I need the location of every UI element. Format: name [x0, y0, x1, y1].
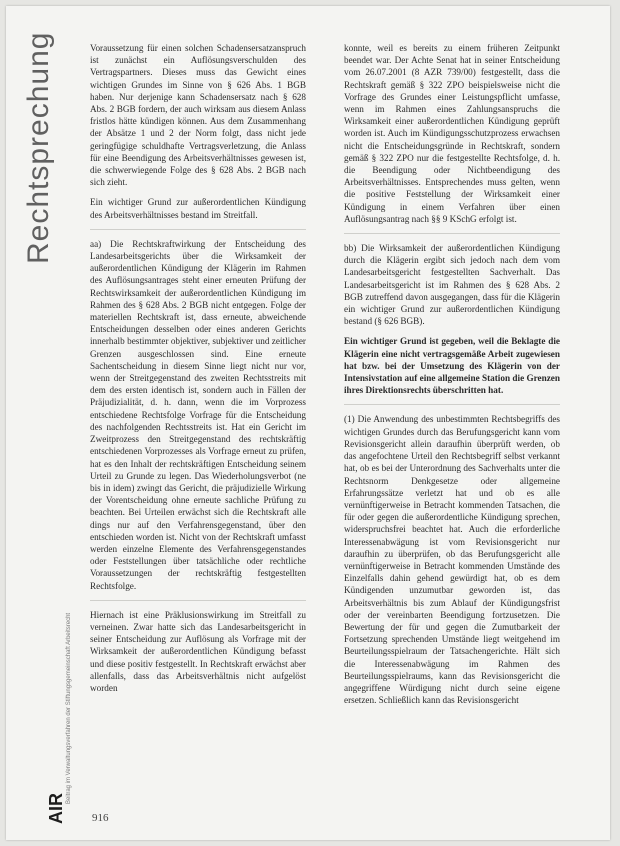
paragraph-l2: Ein wichtiger Grund zur außerordentlichen Kündigung des Arbeitsverhältnisses bestand im Streitfall. [90, 197, 306, 220]
page-number: 916 [92, 812, 109, 824]
running-text-label: Beitrag im Verwaltungsverfahren der Stiftungsgemeinschaft Arbeitsrecht [66, 612, 72, 804]
section-title [14, 31, 74, 266]
paragraph-divider [344, 233, 560, 234]
journal-logo: AIR [46, 793, 66, 824]
paragraph-r4: (1) Die Anwendung des unbestimmten Rechtsbegriffs des wichtigen Grundes durch das Berufungsgericht kann vom Revisionsgericht allein daraufhin überprüft werden, ob das angefochtene Urteil den Rechtsbegriff selbst verkannt hat, ob es bei der Unterordnung des Sachverhalts unter die Rechtsnorm Denkgesetze oder allgemeine Erfahrungssätze verletzt hat und ob es alle vernünftigerweise in Betracht kommenden Tatsachen, die für oder gegen die außerordentliche Kündigung sprechen, widerspruchsfrei beachtet hat. Auch die erforderliche Interessenabwägung ist vom Revisionsgericht nur daraufhin zu überprüfen, ob das Berufungsgericht alle vernünftigerweise in Betracht kommenden Umstände des Einzelfalls dahin gehend gewürdigt hat, ob es dem Kündigenden unzumutbar geworden ist, das Arbeitsverhältnis bis zum Ablauf der Kündigungsfrist oder der vereinbarten Beendigung fortzusetzen. Die Bewertung der für und gegen die Zumutbarkeit der Fortsetzung sprechenden Umstände liegt weitgehend im Beurteilungsspielraum der Tatsachengerichte. Hält sich die Interessenabwägung im Rahmen des Beurteilungsspielraums, kann das Revisionsgericht die angegriffene Würdigung nicht durch seine eigene ersetzen. Schließlich kann das Revisionsgericht [344, 414, 560, 706]
document-page [6, 6, 610, 840]
paragraph-r3: Ein wichtiger Grund ist gegeben, weil die Beklagte die Klägerin eine nicht vertragsgemäße Arbeit zugewiesen hat bzw. bei der Umsetzung des Klägerin von der Intensivstation auf eine allgemeine Station die Grenzen ihres Direktionsrechts überschritten hat. [344, 336, 560, 396]
paragraph-divider [90, 600, 306, 601]
left-column [90, 42, 306, 702]
paragraph-l3: aa) Die Rechtskraftwirkung der Entscheidung des Landesarbeitsgerichts über die Wirksamkeit der außerordentlichen Kündigung der Klägerin im Rahmen des Auflösungsantrages steht einer erneuten Prüfung der Rechtswirksamkeit der außerordentlichen Kündigung im Rahmen des § 628 Abs. 2 BGB nicht entgegen. Folge der materiellen Rechtskraft ist, dass erneute, abweichende Entscheidungen desselben oder eines anderen Gerichts innerhalb bestimmter objektiver, subjektiver und zeitlicher Grenzen ausgeschlossen sind. Eine erneute Sachentscheidung in diesem Sinne liegt nicht nur vor, wenn der Streitgegenstand des zweiten Rechtsstreits mit dem des ersten identisch ist, sondern auch in Fällen der Präjudizialität, d. h. dann, wenn die im Vorprozess entschiedene Rechtsfolge Vorfrage für die Entscheidung des nachfolgenden Rechtsstreits ist. Hat ein Gericht im Zweitprozess den Streitgegenstand des rechtskräftig entschiedenen Vorprozesses als Vorfrage erneut zu prüfen, hat es den Inhalt der rechtskräftigen Entscheidung seinem Urteil zu Grunde zu legen. Das Wiederholungsverbot (ne bis in idem) zwingt das Gericht, die präjudizielle Wirkung der Vorentscheidung ohne erneute sachliche Prüfung zu beachten. Bei Urteilen erwächst sich die Rechtskraft alle dings nur auf den Verfahrensgegenstand, über den entschieden worden ist. Nicht von der Rechtskraft umfasst werden einzelne Elemente des Verfahrensgegenstandes oder Feststellungen über tatsächliche oder rechtliche Voraussetzungen der rechtskräftig festgestellten Rechtsfolge. [90, 238, 306, 591]
running-text [66, 566, 78, 806]
paragraph-l1: Voraussetzung für einen solchen Schadensersatzanspruch ist zunächst ein Auflösungsverschulden des Vertragspartners. Dieses muss das Gewicht eines wichtigen Grundes im Sinne von § 626 Abs. 1 BGB haben. Nur derjenige kann Schadensersatz nach § 628 Abs. 2 BGB fordern, der auch wirksam aus diesem Anlass fristlos hätte kündigen können. Aus dem Zusammenhang der Absätze 1 und 2 der Norm folgt, dass nicht jede geringfügige schuldhafte Vertragsverletzung, die Anlass für eine Beendigung des Arbeitsverhältnisses gewesen ist, die schwerwiegende Folge des § 628 Abs. 2 BGB nach sich zieht. [90, 43, 306, 188]
paragraph-divider [90, 229, 306, 230]
paragraph-r1: konnte, weil es bereits zu einem früheren Zeitpunkt beendet war. Der Achte Senat hat in seiner Entscheidung vom 26.07.2001 (8 AZR 739/00) festgestellt, dass die Rechtskraft gemäß § 322 ZPO beispielsweise nicht die Vorfrage des Grundes einer Leistungspflicht umfasse, wenn im Rahmen eines Zahlungsanspruchs die Wirksamkeit einer außerordentlichen Kündigung geprüft worden ist. Auch im Kündigungsschutzprozess erwachsen nicht die Entscheidungsgründe in Rechtskraft, sondern gemäß § 322 ZPO nur die festgestellte Rechtsfolge, d. h. die Beendigung oder Nichtbeendigung des Arbeitsverhältnisses. Entsprechendes muss gelten, wenn die positive Feststellung der Wirksamkeit einer Kündigung in einem Verfahren über einen Auflösungsantrag nach §§ 9 KSchG erfolgt ist. [344, 43, 560, 224]
paragraph-l4: Hiernach ist eine Präklusionswirkung im Streitfall zu verneinen. Zwar hatte sich das Landesarbeitsgericht in seiner Entscheidung zur Auflösung als Vorfrage mit der Wirksamkeit der außerordentlichen Kündigung befasst und diese positiv festgestellt. In Rechtskraft erwächst aber allenfalls, dass das Arbeitsverhältnis nicht aufgelöst worden [90, 609, 306, 693]
section-title-text: Rechtsprechung [22, 31, 55, 264]
paragraph-divider [344, 404, 560, 405]
right-column [344, 42, 560, 714]
paragraph-r2: bb) Die Wirksamkeit der außerordentlichen Kündigung durch die Klägerin ergibt sich jedoch nach dem vom Landesarbeitsgericht festgestellten Sachverhalt. Das Landesarbeitsgericht ist im Rahmen des § 628 Abs. 2 BGB zutreffend davon ausgegangen, dass für die Klägerin ein wichtiger Grund zur außerordentlichen Kündigung bestand (§ 626 BGB). [344, 243, 560, 327]
